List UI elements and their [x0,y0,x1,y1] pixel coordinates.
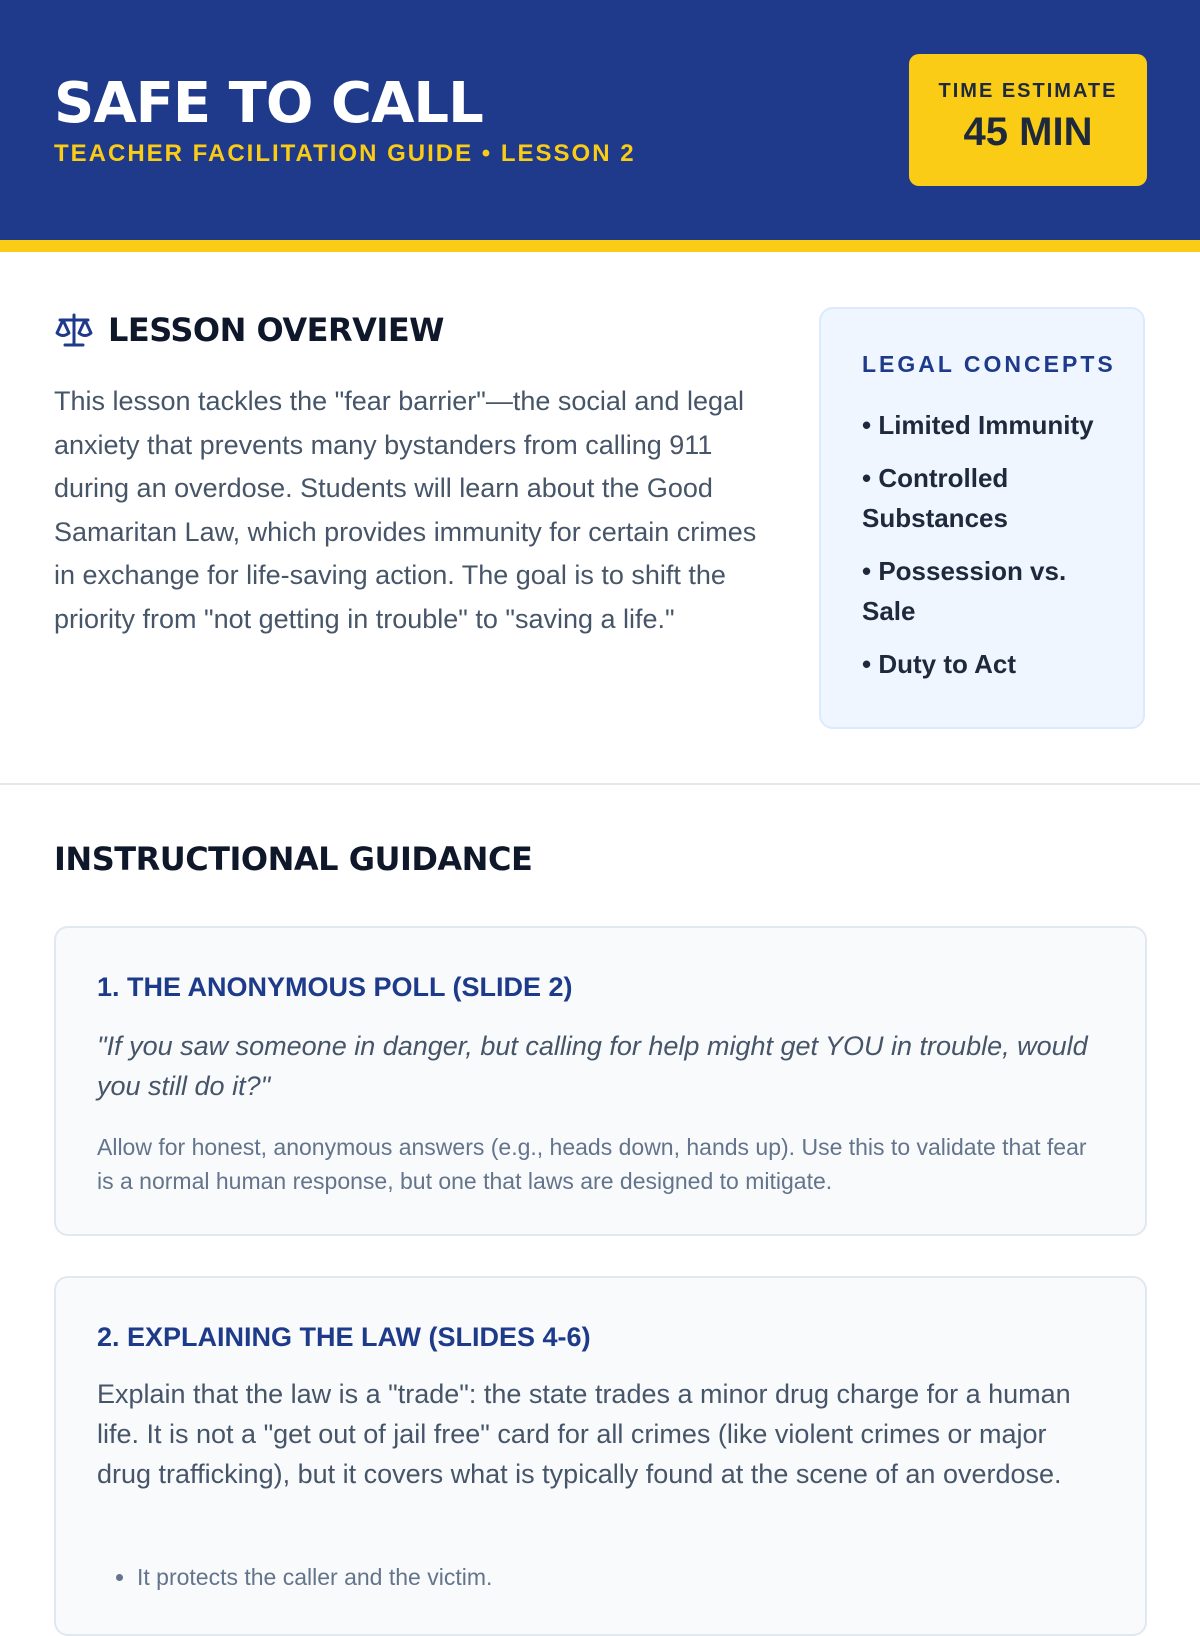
guidance-card-body: Explain that the law is a "trade": the state trades a minor drug charge for a human life. It is not a "get out of jail free" card for all crimes (like violent crimes or major drug trafficking), but it covers what is typically found at the scene of an overdose. [97,1379,1071,1489]
lesson-overview-text: This lesson tackles the "fear barrier"—the social and legal anxiety that prevents many bystanders from calling 911 during an overdose. Students will learn about the Good Samaritan Law, which provides immunity for certain crimes in exchange for life-saving action. The goal is to shift the priority from "not getting in trouble" to "saving a life." [54,386,757,634]
guidance-card-bullets [97,1560,492,1594]
lesson-overview-title: LESSON OVERVIEW [108,311,444,349]
time-estimate-badge [909,54,1147,186]
section-divider [0,783,1200,785]
legal-concepts-title: LEGAL CONCEPTS [862,351,1116,377]
guidance-card-title: 1. THE ANONYMOUS POLL (SLIDE 2) [97,972,573,1002]
legal-concept-item: • Possession vs. Sale [862,556,1067,626]
legal-concept-item: • Limited Immunity [862,410,1094,440]
guidance-card-anonymous-poll [54,926,1147,1236]
guidance-card-note: Allow for honest, anonymous answers (e.g., heads down, hands up). Use this to validate that fear is a normal human response, but one that laws are designed to mitigate. [97,1134,1087,1194]
guidance-card-explaining-law [54,1276,1147,1636]
time-estimate-value: 45 MIN [963,110,1093,154]
guidance-card-quote: "If you saw someone in danger, but calling for help might get YOU in trouble, would you still do it?" [97,1031,1088,1101]
lesson-overview-heading [54,308,444,352]
page-header [0,0,1200,252]
legal-concepts-panel [819,307,1145,729]
page-title: SAFE TO CALL [54,71,483,136]
guidance-card-title: 2. EXPLAINING THE LAW (SLIDES 4-6) [97,1322,591,1352]
legal-concept-item: • Controlled Substances [862,463,1009,533]
scale-icon [54,310,94,350]
legal-concepts-list [862,405,1122,697]
page-subtitle: TEACHER FACILITATION GUIDE • LESSON 2 [54,140,636,167]
legal-concept-item: • Duty to Act [862,649,1017,679]
instructional-guidance-title: INSTRUCTIONAL GUIDANCE [54,840,533,878]
guidance-bullet-item: • It protects the caller and the victim. [137,1560,492,1594]
time-estimate-label: TIME ESTIMATE [938,80,1118,102]
